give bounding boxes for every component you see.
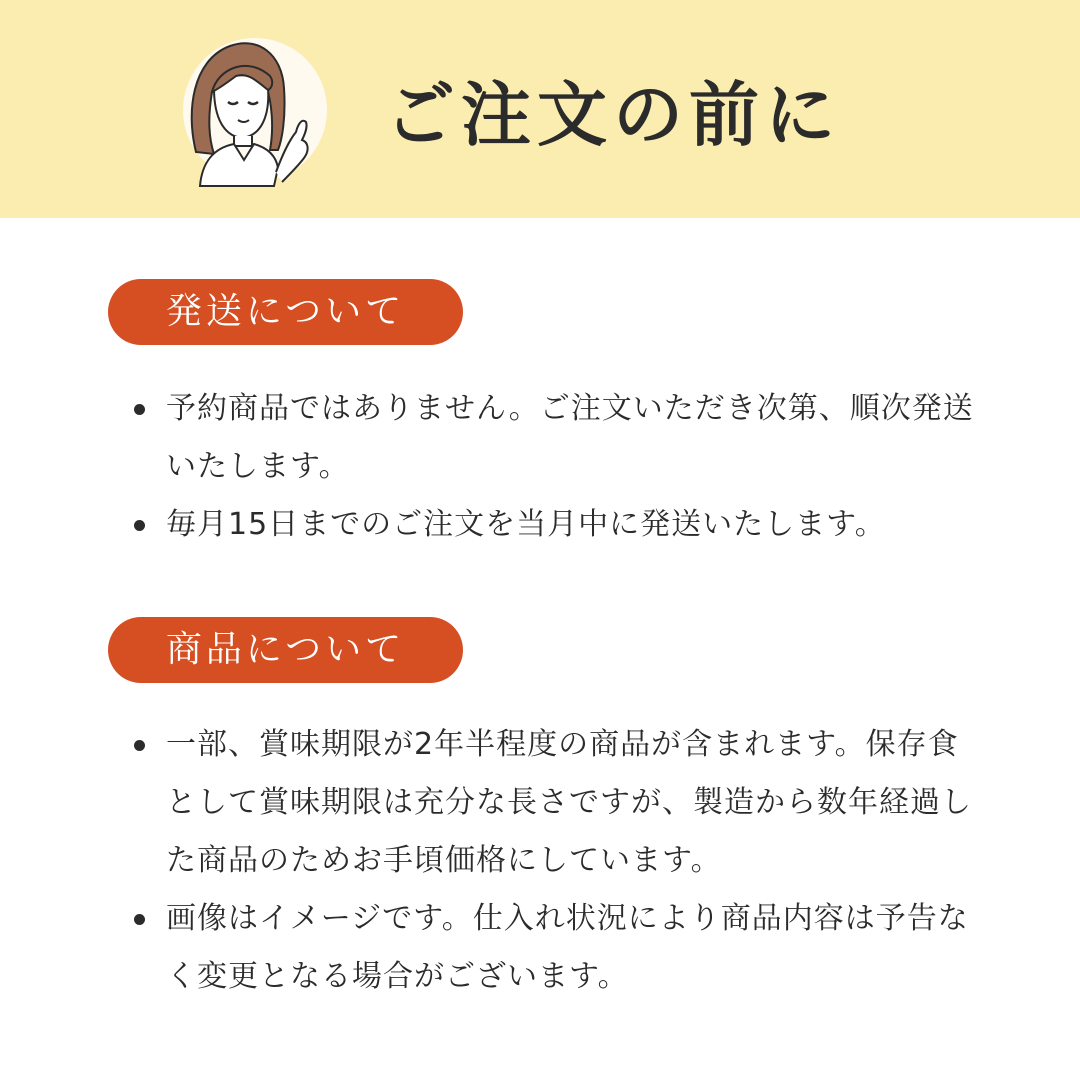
list-item-text: 画像はイメージです。仕入れ状況により商品内容は予告なく変更となる場合がございます。 xyxy=(166,901,969,994)
bullet-icon xyxy=(134,520,145,531)
shipping-info-list xyxy=(128,380,988,554)
list-item xyxy=(128,716,988,890)
bullet-icon xyxy=(134,404,145,415)
bullet-icon xyxy=(134,914,145,925)
list-item xyxy=(128,890,988,1006)
list-item xyxy=(128,380,988,496)
list-item-text: 毎月15日までのご注文を当月中に発送いたします。 xyxy=(166,507,886,542)
page-title: ご注文の前に xyxy=(385,74,841,156)
product-info-list xyxy=(128,716,988,1006)
section-heading-product: 商品について xyxy=(108,617,463,683)
list-item-text: 予約商品ではありません。ご注文いただき次第、順次発送いたします。 xyxy=(166,391,974,484)
bullet-icon xyxy=(134,740,145,751)
woman-pointing-icon xyxy=(178,32,328,187)
list-item xyxy=(128,496,988,554)
list-item-text: 一部、賞味期限が2年半程度の商品が含まれます。保存食として賞味期限は充分な長さですが、製造から数年経過した商品のためお手頃価格にしています。 xyxy=(166,727,972,878)
header-banner xyxy=(0,0,1080,218)
section-heading-shipping: 発送について xyxy=(108,279,463,345)
